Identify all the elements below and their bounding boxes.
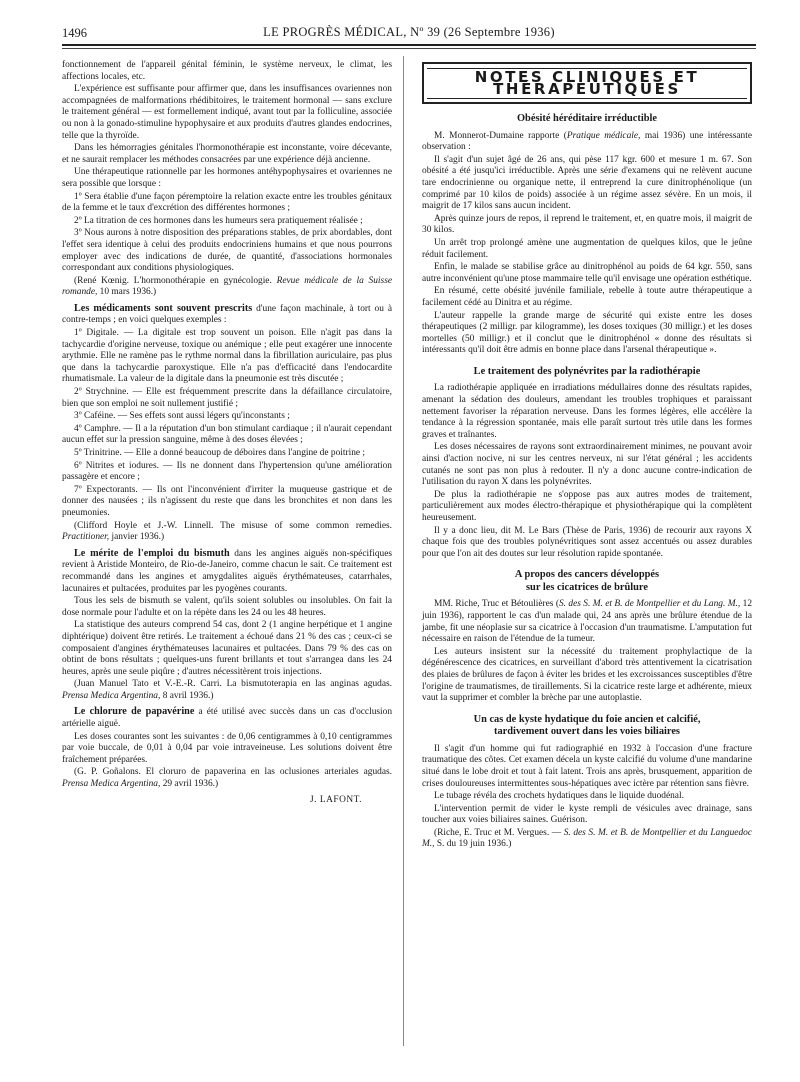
list-item: 7º Expectorants. — Ils ont l'inconvénient d'irriter la muqueuse gastrique et de donner des nausées ; ils n'agissent du reste que dans les bronchites et non dans les pneumonies. [62, 484, 392, 518]
paragraph: MM. Riche, Truc et Bétoulières (S. des S. M. et B. de Montpellier et du Lang. M., 12 juin 1936), rapportent le cas d'un malade qui, 24 ans après une brûlure étendue de la jambe, fit une néoplasie sur sa cicatrice à l'occasion d'un traumatisme. L'amputation fut nécessaire en raison de l'étendue de la tumeur. [422, 599, 753, 645]
list-item: 1º Sera établie d'une façon péremptoire la relation exacte entre les troubles génitaux de la femme et le taux d'excrétion des différentes hormones ; [62, 191, 392, 214]
article-title: Le traitement des polynévrites par la radiothérapie [473, 365, 701, 377]
list-item: 6º Nitrites et iodures. — Ils ne donnent dans l'hypertension qu'une amélioration passagère et encore ; [62, 460, 392, 483]
paragraph: De plus la radiothérapie ne s'oppose pas aux autres modes de traitement, particulièrement aux modes électro-thérapique et physiothérapique qui la complètent heureusement. [422, 489, 752, 523]
header-rule [62, 44, 756, 46]
section-banner: NOTES CLINIQUES ET THÉRAPEUTIQUES [422, 62, 752, 104]
list-item: 3º Caféine. — Ses effets sont aussi légers qu'inconstants ; [74, 411, 290, 422]
paragraph: En résumé, cette obésité juvénile familiale, rebelle à toute autre thérapeutique a facilement cédé au Dinitra et au régime. [422, 286, 752, 308]
list-item: 1º Digitale. — La digitale est trop souvent un poison. Elle n'agit pas dans la tachycardie d'origine nerveuse, toxique ou anémique ; elle peut exagérer une innocente arythmie. Elle ne ramène pas le rythme normal dans la fibrillation auriculaire, pas plus que dans la tachycardie paroxystique. Elle n'a pas d'efficacité dans l'endocardite rhumatismale. La valeur de la digitale dans la pneumonie est très discutée ; [62, 328, 392, 385]
article-title: A propos des cancers développés sur les cicatrices de brûlure [514, 569, 660, 593]
article-title: Le mérite de l'emploi du bismuth [74, 547, 230, 559]
list-item: 5º Trinitrine. — Elle a donné beaucoup de déboires dans l'angine de poitrine ; [74, 448, 365, 458]
left-column [62, 60, 392, 806]
article-medicaments: Les médicaments sont souvent prescrits d'une façon machinale, à tort ou à contre-temps ; en voici quelques exemples : [62, 302, 393, 326]
paragraph: Les doses courantes sont les suivantes : de 0,06 centigrammes à 0,10 centigrammes par voie buccale, de 0,01 à 0,04 par voie intraveineuse. Les solutions doivent être fraîchement préparées. [62, 731, 392, 765]
paragraph: Le tubage révéla des crochets hydatiques dans le liquide duodénal. [434, 791, 684, 802]
paragraph: L'intervention permit de vider le kyste rempli de vésicules avec drainage, sans toucher aux voies biliaires saines. Guérison. [422, 803, 752, 826]
article-bismuth: Le mérite de l'emploi du bismuth dans les angines aiguës non-spécifiques revient à Aristide Monteiro, de Rio-de-Janeiro, comme chacun le sait. Ce traitement est recommandé dans les angines et amygdalites aiguës érythémateuses, catarrhales, lacunaires et pultacées, produites par les pyogènes courants. [62, 547, 393, 594]
paragraph: La statistique des auteurs comprend 54 cas, dont 2 (1 angine herpétique et 1 angine diphtérique) doivent être retirés. Le traitement a échoué dans 21 % des cas ; ceux-ci se composaient d'angines érythémateuses lacunaires et pultacées. Dans 79 % des cas on obtint de bons résultats ; quelques-uns furent brillants et tout s'arrangea dans les 24 heures, après une seule piqûre ; d'autres nécessitèrent trois injections. [62, 620, 392, 677]
paragraph: Tous les sels de bismuth se valent, qu'ils soient solubles ou insolubles. On fait la dose normale pour l'adulte et on la répète dans les 24 ou les 48 heures. [62, 596, 392, 618]
source-citation: (Juan Manuel Tato et V.-E.-R. Carri. La bismutoterapia en las anginas agudas. Prensa Medica Argentina, 8 avril 1936.) [62, 679, 392, 701]
article-title: Les médicaments sont souvent prescrits [74, 302, 253, 314]
source-citation: (Clifford Hoyle et J.-W. Linnell. The misuse of some common remedies. Practitioner, janvier 1936.) [62, 520, 392, 543]
paragraph: Les doses nécessaires de rayons sont extraordinairement minimes, ne pouvant avoir ainsi d'action nocive, ni sur les centres nerveux, ni sur l'état général ; les accidents cutanés ne sont pas non plus à redouter. Il n'y a donc aucune contre-indication de l'utilisation du rayon X dans les polynévrites. [422, 442, 752, 488]
paragraph: Enfin, le malade se stabilise grâce au dinitrophénol au poids de 64 kgr. 550, sans autre inconvénient qu'une ptose mammaire telle qu'il envisage une opération esthétique. [422, 262, 752, 284]
paragraph: Après quinze jours de repos, il reprend le traitement, et, en quatre mois, il maigrit de 30 kilos. [422, 213, 752, 236]
paragraph: Un arrêt trop prolongé amène une augmentation de quelques kilos, que le jeûne réduit facilement. [422, 238, 752, 260]
list-item: 2º Strychnine. — Elle est fréquemment prescrite dans la défaillance circulatoire, bien que son emploi ne soit nullement justifié ; [62, 387, 392, 409]
paragraph: M. Monnerot-Dumaine rapporte (Pratique médicale, mai 1936) une intéressante observation : [422, 130, 752, 153]
paragraph: Dans les hémorragies génitales l'hormonothérapie est inconstante, voire décevante, et ne saurait remplacer les méthodes consacrées par une expérience déjà ancienne. [62, 143, 392, 165]
article-title: Obésité héréditaire irréductible [516, 113, 658, 125]
paragraph: La radiothérapie appliquée en irradiations médullaires donne des résultats rapides, amenant la sédation des douleurs, amendant les troubles trophiques et paraissant nettement favoriser la réparation nerveuse. Dans les formes légères, elle accélère la tendance à la régression spontanée, mais elle paraît surtout très utile dans les formes graves et traînantes. [422, 383, 752, 440]
list-item: 2º La titration de ces hormones dans les humeurs sera pratiquement réalisée ; [74, 215, 363, 226]
source-citation: (René Kœnig. L'hormonothérapie en gynécologie. Revue médicale de la Suisse romande, 10 mars 1936.) [62, 275, 392, 298]
column-divider [403, 56, 404, 1046]
source-citation: (G. P. Goñalons. El cloruro de papaverina en las oclusiones arteriales agudas. Prensa Medica Argentina, 29 avril 1936.) [62, 767, 392, 790]
source-citation: (Riche, E. Truc et M. Vergues. — S. des S. M. et B. de Montpellier et du Languedoc M., S. du 19 juin 1936.) [422, 827, 752, 850]
paragraph: Une thérapeutique rationnelle par les hormones antéhypophysaires et ovariennes ne sera possible que lorsque : [62, 167, 392, 189]
header-rule-thin [62, 48, 756, 49]
paragraph: Les auteurs insistent sur la nécessité du traitement prophylactique de la dégénérescence des cicatrices, en surveillant d'abord très attentivement la cicatrisation des plaies de brûlures de façon à éviter les brides et les excroissances susceptibles d'être l'origine de traumatismes, de tiraillements. Si la cicatrice reste large et adhérente, mieux vaut la supprimer et combler la brèche par une autoplastie. [422, 646, 752, 704]
list-item: 3º Nous aurons à notre disposition des préparations stables, de prix abordables, dont l'effet sera identique à celui des produits endocriniens humains et que nous pourrons employer avec des indications de durée, de quantité, d'associations hormonales correspondant aux conditions physiologiques. [62, 228, 392, 274]
paragraph: Il y a donc lieu, dit M. Le Bars (Thèse de Paris, 1936) de recourir aux rayons X chaque fois que des troubles polynévritiques sont assez accentués ou assez durables pour que l'on ait des doutes sur leur résolution rapide spontanée. [422, 525, 752, 559]
paragraph: Il s'agit d'un homme qui fut radiographié en 1932 à l'occasion d'une fracture traumatique des côtes. Cet examen décela un kyste calcifié du volume d'une mandarine situé dans le lobe droit et tout à fait latent. Trois ans après, brusquement, apparition de crises douloureuses intermittentes sous-hépatiques avec ictère par rétention sans fièvre. [422, 743, 752, 789]
article-papaverine: Le chlorure de papavérine a été utilisé avec succès dans un cas d'occlusion artérielle aiguë. [62, 706, 393, 730]
list-item: 4º Camphre. — Il a la réputation d'un bon stimulant cardiaque ; il n'aurait cependant aucun effet sur la pression sanguine, même à des doses élevées ; [62, 423, 392, 446]
author-signature: J. LAFONT. [310, 794, 362, 805]
right-column [422, 62, 752, 852]
paragraph: Il s'agit d'un sujet âgé de 26 ans, qui pèse 117 kgr. 600 et mesure 1 m. 67. Son obésité a été jusqu'ici irréductible. Après une série d'examens qui ne relèvent aucune tare endocrinienne ou organique nette, il entreprend la cure dinitrophénolique (un comprimé par 10 kilos de poids) associée à un régime assez sévère. En un mois, il maigrit de 17 kilos sans aucun incident. [422, 154, 752, 212]
page-header [62, 22, 756, 44]
article-title: Le chlorure de papavérine [74, 706, 195, 718]
running-head: LE PROGRÈS MÉDICAL, Nº 39 (26 Septembre 1936) [263, 25, 555, 39]
page-number: 1496 [62, 26, 87, 40]
paragraph: fonctionnement de l'appareil génital féminin, le système nerveux, le climat, les affections locales, etc. [62, 60, 392, 82]
article-title: Un cas de kyste hydatique du foie ancien et calcifié, tardivement ouvert dans les voies biliaires [473, 713, 701, 738]
paragraph: L'auteur rappelle la grande marge de sécurité qui existe entre les doses thérapeutiques (2 milligr. par kilogramme), les doses toxiques (30 milligr.) et les doses mortelles (50 milligr.) et il conclut que le dinitrophénol « donne des résultats si intéressants qu'il doit être admis en bonne place dans l'arsenal thérapeutique ». [422, 310, 752, 356]
paragraph: L'expérience est suffisante pour affirmer que, dans les insuffisances ovariennes non accompagnées de malformations rhédibitoires, le traitement hormonal — sans exclure le traitement général — est formellement indiqué, avant tout par la folliculine, associée ou non à la gonado-stimuline hypophysaire et aux produits d'autres glandes endocrines, telle que la thyroïde. [62, 84, 392, 141]
